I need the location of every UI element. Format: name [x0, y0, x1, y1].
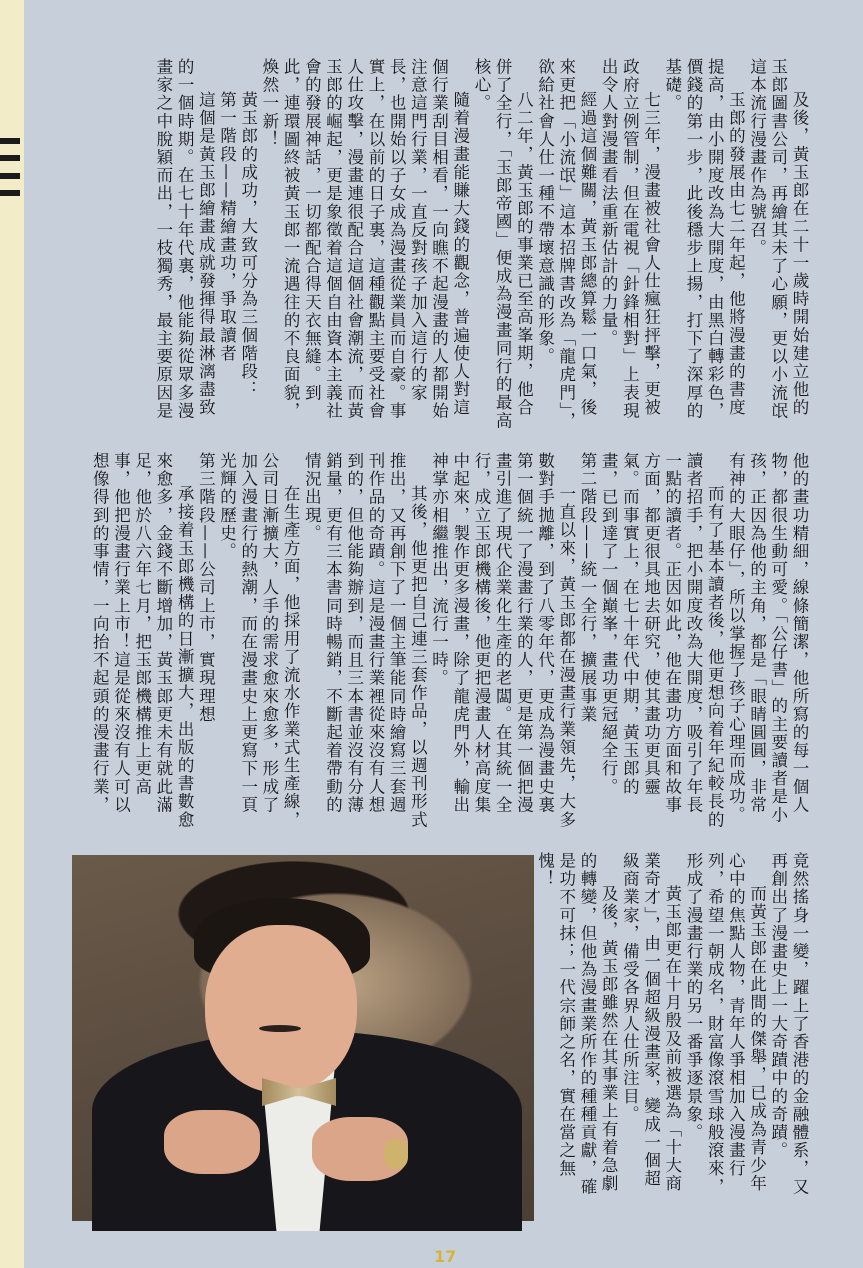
paragraph: 竟然搖身一變，躍上了香港的金融體系，又再創出了漫畫史上一大奇蹟中的奇蹟。: [768, 852, 809, 1196]
photo-face: [205, 925, 357, 1093]
paragraph: 玉郎的發展由七二年起，他將漫畫的書度提高，由小開度改為大開度，由黑白轉彩色，價錢的第一步，此後穩步上揚，打下了深厚的基礎。: [662, 58, 746, 420]
paragraph: 一直以來，黃玉郎都在漫畫行業領先，大多數對手拋離，到了八零年代，更成為漫畫史裏第一個統一了漫畫行業的人，更是第一個把漫畫引進了現代企業化生產的老闆。在其統一全行，成立玉郎機構後，他更把漫畫人材高度集中起來，製作更多漫畫，除了龍虎門外，輸出神掌亦相繼推出，流行一時。: [429, 452, 576, 829]
article-text-middle: [70, 452, 810, 832]
photo-moustache: [259, 1025, 301, 1032]
paragraph: 而黃玉郎在此間的傑舉，已成為青少年心中的焦點人物，青年人爭相加入漫畫行列，希望一朝成名，財富像滾雪球般滾來，形成了漫畫行業的另一番爭逐景象。: [683, 852, 767, 1196]
page-number: 17: [434, 1247, 457, 1266]
article-text-top: [70, 58, 810, 433]
article-text-bottom: [535, 852, 810, 1202]
portrait-photo: [72, 855, 534, 1221]
edge-tab-mark: [0, 138, 20, 196]
paragraph: 黃玉郎的成功，大致可分為三個階段：: [238, 91, 258, 399]
section-heading: 第三階段——公司上市，實現理想: [196, 452, 216, 724]
paragraph: 黃玉郎更在十月殷及前被選為「十大商業奇才」，由一個超級漫畫家，變成一個超級商業家，備受各界人仕所注目。: [620, 852, 682, 1193]
section-heading: 第一階段——精繪畫功，爭取讀者: [217, 91, 237, 363]
paragraph: 及後，黃玉郎雖然在其事業上有着急劇的轉變，但他為漫畫業所作的種種貢獻，確是功不可抹；一代宗師之名，實在當之無愧！: [535, 852, 619, 1196]
section-heading: 第二階段——統一全行，擴展事業: [577, 452, 597, 724]
photo-watch: [384, 1139, 408, 1169]
paragraph: 其後，他更把自己連三套作品，以週刊形式推出，又再創下了一個主筆能同時繪寫三套週刊作品的奇蹟。這是漫畫行業裡從來沒有人想到的，但他能夠辦到，而且三本書並沒有分薄銷量，更有三本書同時暢銷，不斷起着帶動的情況出現。: [302, 452, 428, 829]
paragraph: 承接着玉郎機構的日漸擴大，出版的書數愈來愈多，金錢不斷增加，黃玉郎更未有就此滿足，他於八六年七月，把玉郎機構推上更高事，他把漫畫行業上市！這是從來沒有人可以想像得到的事情，一向抬不起頭的漫畫行業，: [90, 452, 195, 829]
paragraph: 經過這個難關，黃玉郎總算鬆一口氣，後來更把「小流氓」這本招牌書改為「龍虎門」，欲給社會人仕一種不帶壞意識的形象。: [535, 58, 597, 430]
paragraph: 七三年，漫畫被社會人仕瘋狂抨擊，更被政府立例管制，但在電視「針鋒相對」上表現出令人對漫畫看法重新估計的力量。: [599, 58, 661, 420]
paragraph: 在生產方面，他採用了流水作業式生產線，公司日漸擴大，人手的需求愈來愈多，形成了加入漫畫行的熱潮，而在漫畫史上更寫下一頁光輝的歷史。: [217, 452, 301, 829]
paragraph: 而有了基本讀者後，他更想向着年紀較長的讀者招手，把小開度改為大開度，吸引了年長一點的讀者。正因如此，他在畫功方面和故事方面，都更很具地去研究，使其畫功更具靈氣。而事實上，在七十年代中期，黃玉郎的畫，已到達了一個巔峯，畫功更冠絕全行。: [599, 452, 725, 829]
page-edge-strip: [0, 0, 24, 1268]
paragraph: 隨着漫畫能賺大錢的觀念，普遍使人對這個行業刮目相看，一向瞧不起漫畫的人都開始注意這門行業，一直反對孩子加入這行的家長，也開始以子女成為漫畫從業員而自豪。事實上，在以前的日子裏，這種觀點主要受社會人仕攻擊，漫畫連很配合這個社會潮流，而黃玉郎的崛起，更是象徵着這個自由資本主義社會的發展神話，一切都配合得天衣無縫。到此，連環圖終被黃玉郎一流遇往的不良面貌，煥然一新！: [259, 58, 470, 420]
paragraph: 他的畫功精細，線條簡潔，他所寫的每一個人物，都很生動可愛。「公仔書」的主要讀者是小孩，正因為他的主角，都是「眼睛圓圓，非常有神的大眼仔」，所以掌握了孩子心理而成功。: [726, 452, 809, 824]
photo-left-hand: [164, 1110, 260, 1174]
paragraph: 及後，黃玉郎在二十一歲時開始建立他的玉郎圖書公司，再繪其未了心願，更以小流氓這本流行漫畫作為號召。: [747, 58, 809, 420]
paragraph: 八二年，黃玉郎的事業已至高峯期，他合併了全行，「玉郎帝國」便成為漫畫同行的最高核心。: [471, 58, 534, 430]
paragraph: 這個是黃玉郎繪畫成就發揮得最淋漓盡致的一個時期。在七十年代裏，他能夠從眾多漫畫家之中脫穎而出，一枝獨秀，最主要原因是: [153, 58, 216, 420]
